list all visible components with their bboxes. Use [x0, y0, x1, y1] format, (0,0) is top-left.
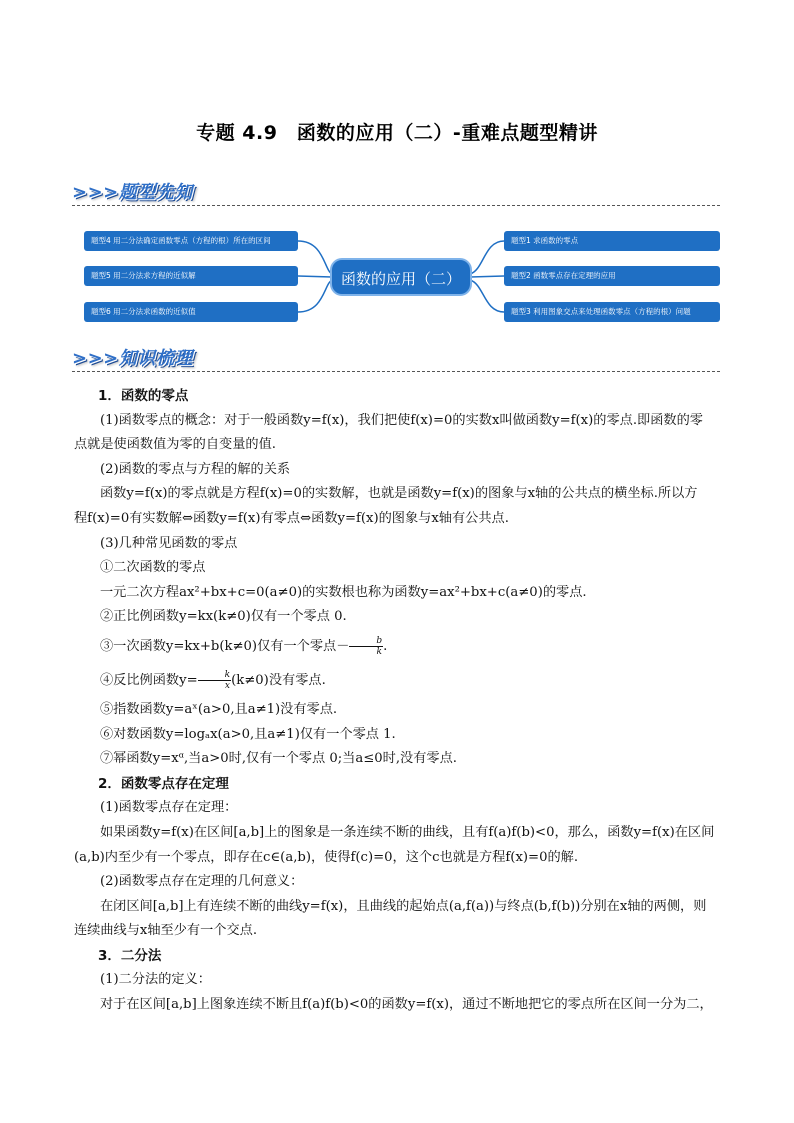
fraction-denominator: k — [376, 646, 382, 657]
banner-label: >>>知识梳理 — [72, 348, 193, 369]
paragraph: (2)函数的零点与方程的解的关系 — [100, 461, 291, 477]
mindmap-center-node: 函数的应用（二） — [330, 258, 472, 296]
banner-divider — [72, 371, 720, 372]
paragraph: 如果函数y=f(x)在区间[a,b]上的图象是一条连续不断的曲线，且有f(a)f(b)<0，那么，函数y=f(x)在区间 — [100, 824, 715, 840]
section-heading: 2．函数零点存在定理 — [98, 775, 229, 792]
paragraph-fraction — [74, 664, 722, 698]
text: ④反比例函数y= — [100, 672, 198, 688]
mindmap-node-left-3: 题型6 用二分法求函数的近似值 — [84, 302, 298, 322]
page-title: 专题 4.9 函数的应用（二）-重难点题型精讲 — [196, 122, 598, 144]
fraction-denominator: x — [224, 680, 230, 691]
section-banner-preview — [72, 178, 720, 206]
section-banner-knowledge — [72, 344, 720, 372]
banner-divider — [72, 205, 720, 206]
text: (k≠0)没有零点. — [231, 672, 326, 688]
paragraph: (1)函数零点存在定理： — [100, 800, 238, 816]
paragraph: 点就是使函数值为零的自变量的值. — [74, 437, 277, 453]
text: . — [383, 638, 388, 654]
fraction-numerator: k — [198, 670, 231, 681]
paragraph: (2)函数零点存在定理的几何意义： — [100, 874, 304, 890]
paragraph: ①二次函数的零点 — [100, 560, 206, 576]
banner-label: >>>题型先知 — [72, 182, 193, 203]
mindmap-node-left-2: 题型5 用二分法求方程的近似解 — [84, 266, 298, 286]
mindmap-node-right-2: 题型2 函数零点存在定理的应用 — [504, 266, 720, 286]
paragraph: 程f(x)=0有实数解⇔函数y=f(x)有零点⇔函数y=f(x)的图象与x轴有公共点. — [74, 510, 509, 526]
fraction-numerator: b — [349, 636, 383, 647]
paragraph: 一元二次方程ax²+bx+c=0(a≠0)的实数根也称为函数y=ax²+bx+c(a≠0)的零点. — [100, 584, 587, 600]
paragraph-fraction — [74, 630, 722, 664]
knowledge-content — [74, 384, 722, 1018]
mindmap-node-left-1: 题型4 用二分法确定函数零点（方程的根）所在的区间 — [84, 231, 298, 251]
mindmap-node-right-1: 题型1 求函数的零点 — [504, 231, 720, 251]
paragraph: ⑤指数函数y=aˣ(a>0,且a≠1)没有零点. — [100, 701, 338, 717]
fraction — [198, 670, 231, 691]
paragraph: (1)函数零点的概念：对于一般函数y=f(x)，我们把使f(x)=0的实数x叫做函数y=f(x)的零点.即函数的零 — [100, 412, 703, 428]
paragraph: ⑦幂函数y=xᵅ,当a>0时,仅有一个零点 0;当a≤0时,没有零点. — [100, 751, 457, 767]
paragraph: (1)二分法的定义： — [100, 972, 211, 988]
paragraph: 连续曲线与x轴至少有一个交点. — [74, 923, 258, 939]
mind-map — [84, 228, 720, 324]
fraction — [349, 636, 383, 657]
paragraph: (3)几种常见函数的零点 — [100, 535, 238, 551]
paragraph: ②正比例函数y=kx(k≠0)仅有一个零点 0. — [100, 609, 347, 625]
paragraph: 函数y=f(x)的零点就是方程f(x)=0的实数解，也就是函数y=f(x)的图象与x轴的公共点的横坐标.所以方 — [100, 486, 698, 502]
text: ③一次函数y=kx+b(k≠0)仅有一个零点－ — [100, 638, 350, 654]
mindmap-node-right-3: 题型3 利用图象交点来处理函数零点（方程的根）问题 — [504, 302, 720, 322]
paragraph: 对于在区间[a,b]上图象连续不断且f(a)f(b)<0的函数y=f(x)，通过不断地把它的零点所在区间一分为二， — [100, 997, 713, 1013]
section-heading: 1．函数的零点 — [98, 388, 189, 404]
paragraph: ⑥对数函数y=logₐx(a>0,且a≠1)仅有一个零点 1. — [100, 726, 396, 742]
section-heading: 3．二分法 — [98, 947, 162, 964]
paragraph: (a,b)内至少有一个零点，即存在c∈(a,b)，使得f(c)=0，这个c也就是方程f(x)=0的解. — [74, 849, 579, 865]
paragraph: 在闭区间[a,b]上有连续不断的曲线y=f(x)，且曲线的起始点(a,f(a))与终点(b,f(b))分别在x轴的两侧，则 — [100, 898, 707, 914]
